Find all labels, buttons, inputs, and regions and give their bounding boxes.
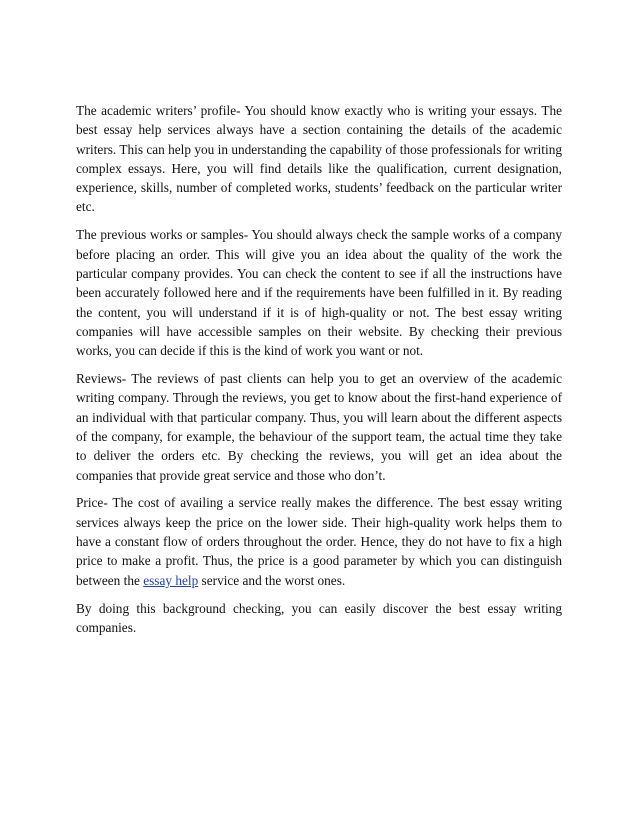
paragraph-previous-works: The previous works or samples- You should always check the sample works of a company before placing an order. This will give you an idea about the quality of the work the particular company provides. You can check the content to see if all the instructions have been accurately followed here and if the requirements have been fulfilled in it. By reading the content, you will understand if it is of high-quality or not. The best essay writing companies will have accessible samples on their website. By checking their previous works, you can decide if this is the kind of work you want or not. [76, 227, 562, 359]
paragraph-price [76, 493, 562, 589]
paragraph-price-text-after: service and the worst ones. [198, 572, 346, 588]
paragraph-reviews: Reviews- The reviews of past clients can help you to get an overview of the academic writing company. Through the reviews, you get to know about the first-hand experience of an individual with that particular company. Thus, you will learn about the different aspects of the company, for example, the behaviour of the support team, the actual time they take to deliver the orders etc. By checking the reviews, you will get an idea about the companies that provide great service and those who don’t. [76, 371, 562, 483]
paragraph-writers-profile: The academic writers’ profile- You should know exactly who is writing your essays. The best essay help services always have a section containing the details of the academic writers. This can help you in understanding the capability of those professionals for writing complex essays. Here, you will find details like the qualification, current designation, experience, skills, number of completed works, students’ feedback on the particular writer etc. [76, 103, 562, 215]
essay-help-link[interactable]: essay help [143, 572, 199, 588]
paragraph-conclusion: By doing this background checking, you can easily discover the best essay writing companies. [76, 600, 562, 635]
document-body [76, 101, 562, 646]
paragraph-price-text-before: Price- The cost of availing a service really makes the difference. The best essay writing services always keep the price on the lower side. Their high-quality work helps them to have a constant flow of orders throughout the order. Hence, they do not have to fix a high price to make a profit. Thus, the price is a good parameter by which you can distinguish between the [76, 495, 562, 588]
